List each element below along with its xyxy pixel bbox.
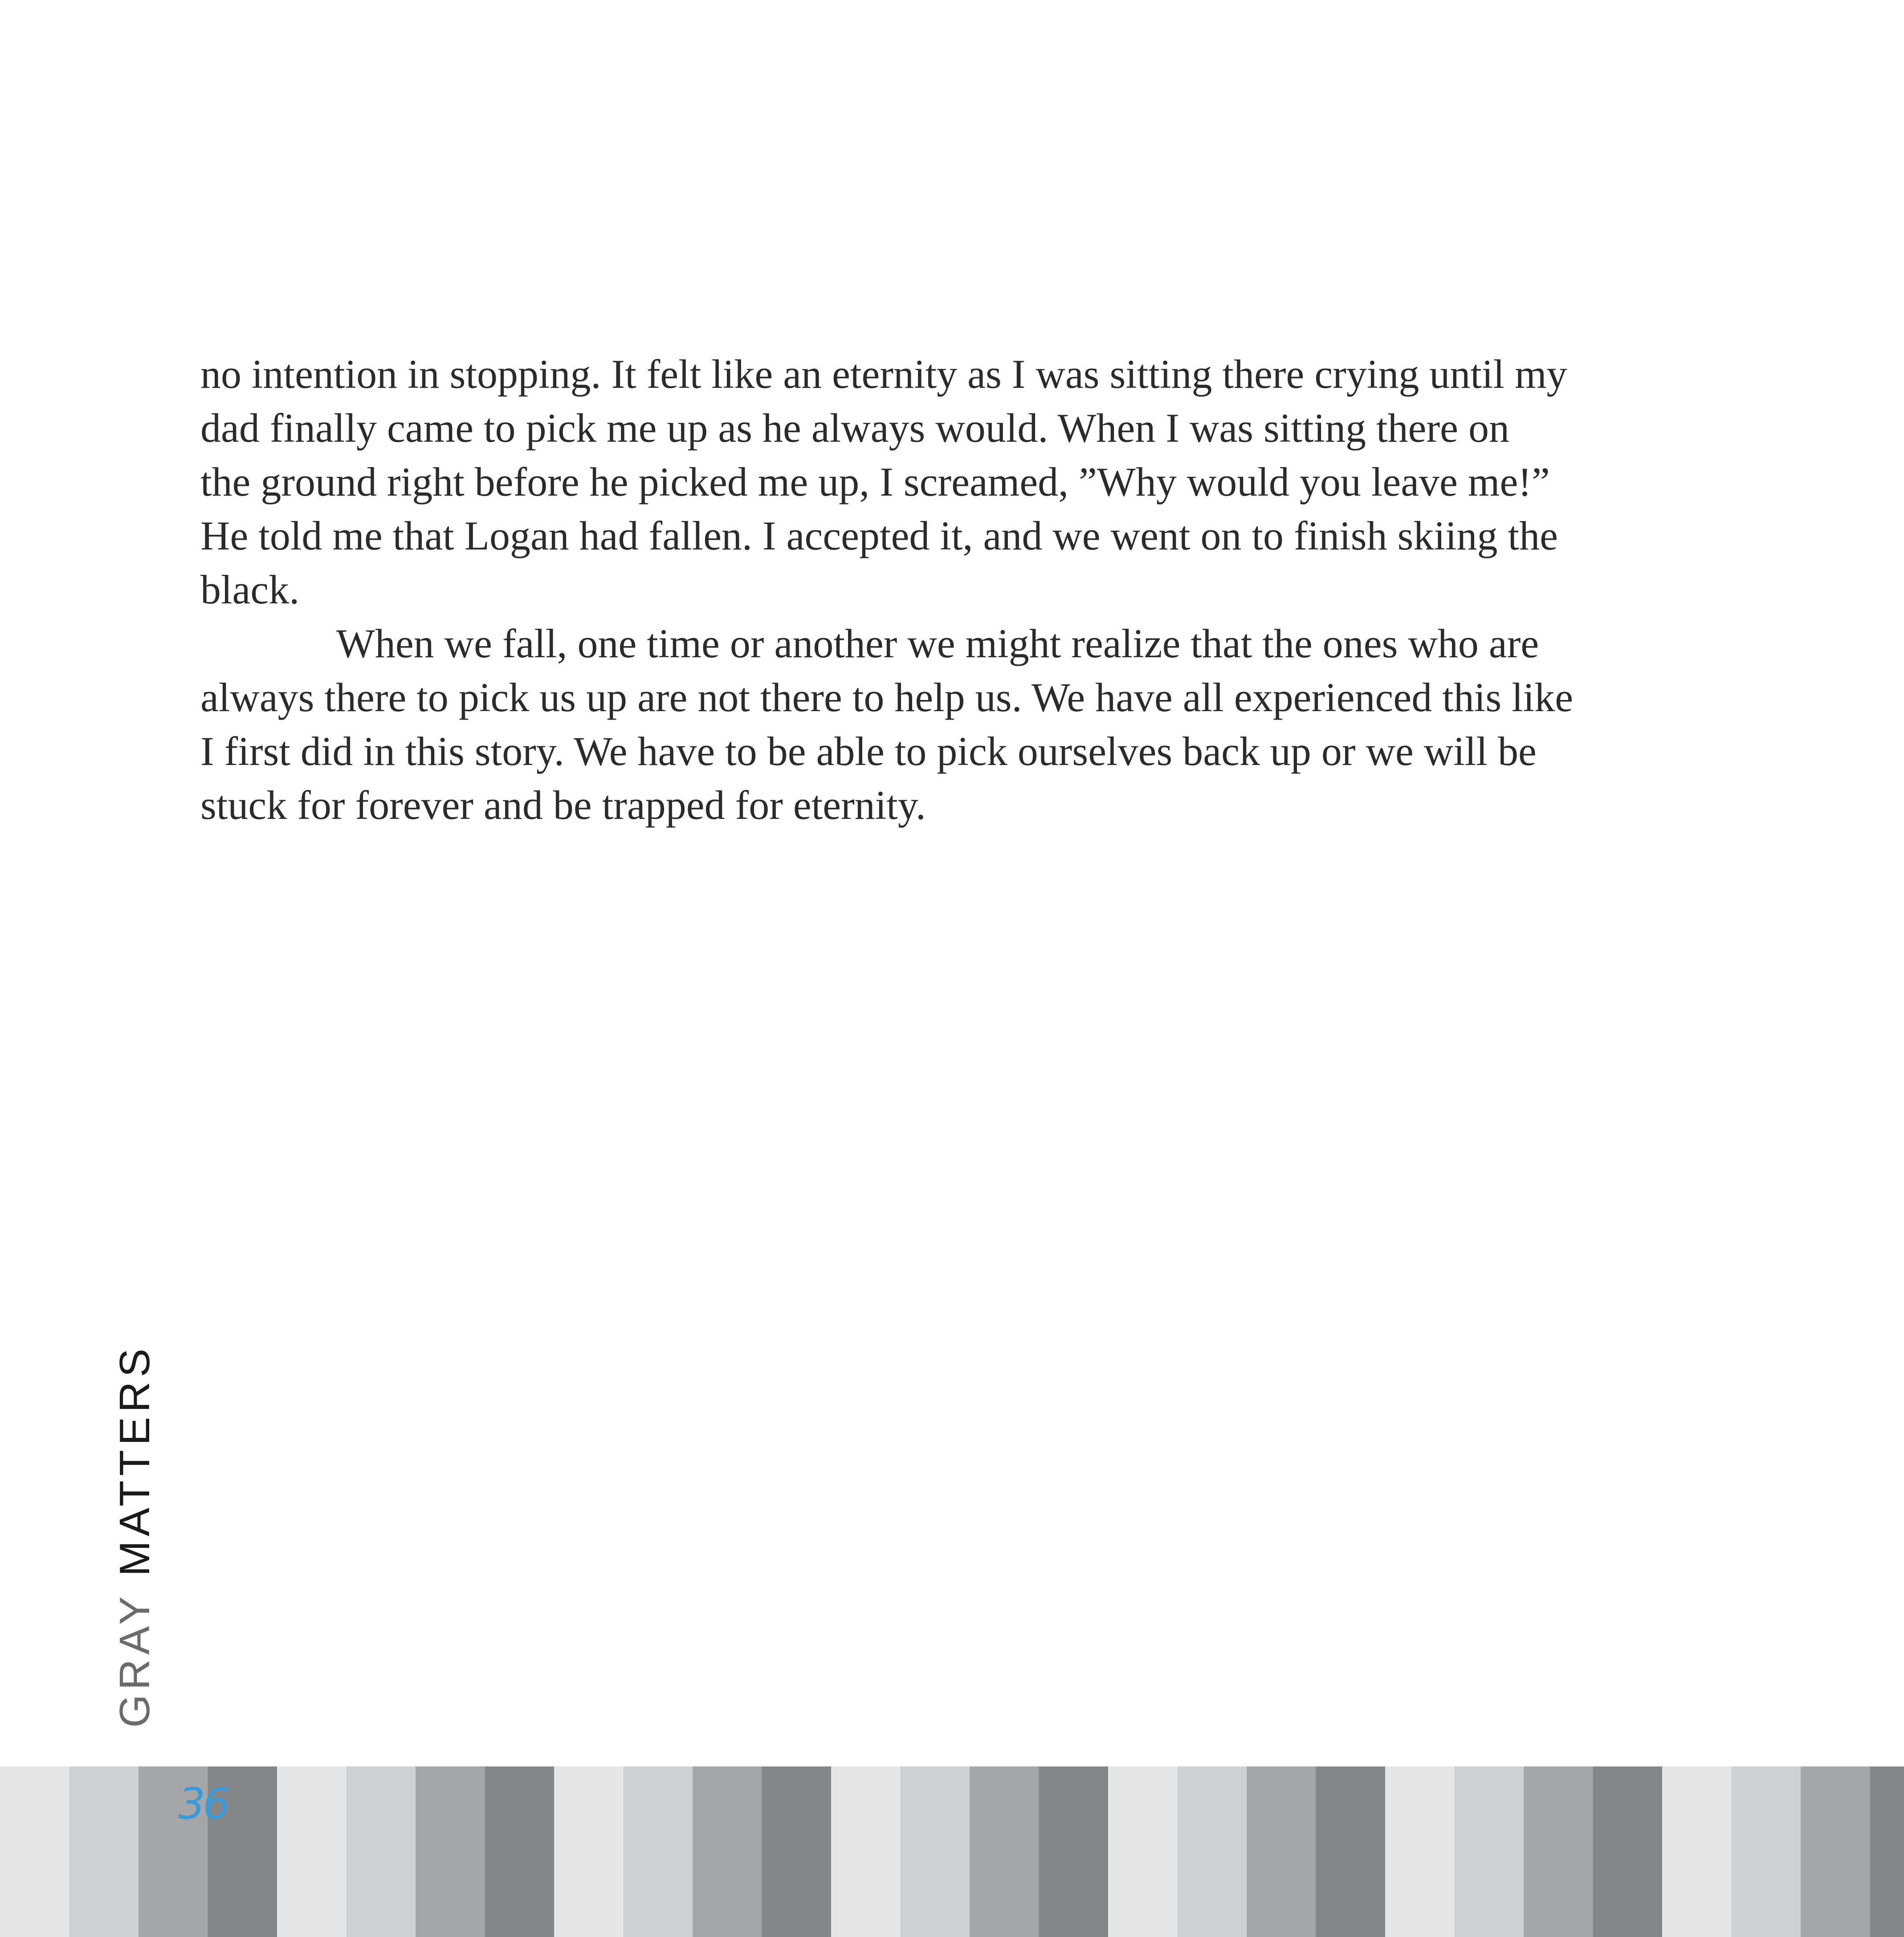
stripe <box>1316 1766 1386 1937</box>
text-line: no intention in stopping. It felt like an eternity as I was sitting there crying until my <box>200 351 1567 397</box>
text-line: stuck for forever and be trapped for eternity. <box>200 782 926 828</box>
stripe-band <box>0 1766 1904 1937</box>
stripe <box>0 1766 69 1937</box>
stripe <box>901 1766 970 1937</box>
stripe <box>1039 1766 1109 1937</box>
text-line: always there to pick us up are not there to help us. We have all experienced this like <box>200 675 1574 720</box>
stripe <box>1593 1766 1663 1937</box>
text-line: dad finally came to pick me up as he always would. When I was sitting there on <box>200 405 1509 451</box>
stripe <box>1662 1766 1732 1937</box>
stripe <box>347 1766 416 1937</box>
paragraph-start-line: When we fall, one time or another we might realize that the ones who are <box>336 621 1539 666</box>
stripe <box>762 1766 832 1937</box>
body-text <box>200 347 1715 832</box>
stripe <box>416 1766 485 1937</box>
stripe <box>1870 1766 1904 1937</box>
stripe <box>277 1766 347 1937</box>
text-line: He told me that Logan had fallen. I accepted it, and we went on to finish skiing the <box>200 513 1558 558</box>
text-line: black. <box>200 567 300 612</box>
stripe-pattern <box>0 1766 1904 1937</box>
publication-title <box>111 1344 159 1728</box>
stripe <box>970 1766 1039 1937</box>
stripe <box>69 1766 139 1937</box>
stripe <box>1455 1766 1524 1937</box>
text-line: I first did in this story. We have to be able to pick ourselves back up or we will be <box>200 728 1537 774</box>
page-number: 36 <box>178 1779 228 1829</box>
stripe <box>1385 1766 1455 1937</box>
stripe <box>554 1766 624 1937</box>
stripe <box>1108 1766 1178 1937</box>
title-black-word: MATTERS <box>111 1344 159 1577</box>
stripe <box>1524 1766 1593 1937</box>
stripe <box>1732 1766 1801 1937</box>
stripe <box>831 1766 901 1937</box>
stripe <box>485 1766 554 1937</box>
title-gray-word: GRAY <box>111 1592 159 1728</box>
stripe <box>693 1766 762 1937</box>
stripe <box>1178 1766 1247 1937</box>
text-line: the ground right before he picked me up, I screamed, ”Why would you leave me!” <box>200 459 1550 505</box>
stripe <box>1247 1766 1316 1937</box>
stripe <box>1801 1766 1870 1937</box>
stripe <box>624 1766 693 1937</box>
